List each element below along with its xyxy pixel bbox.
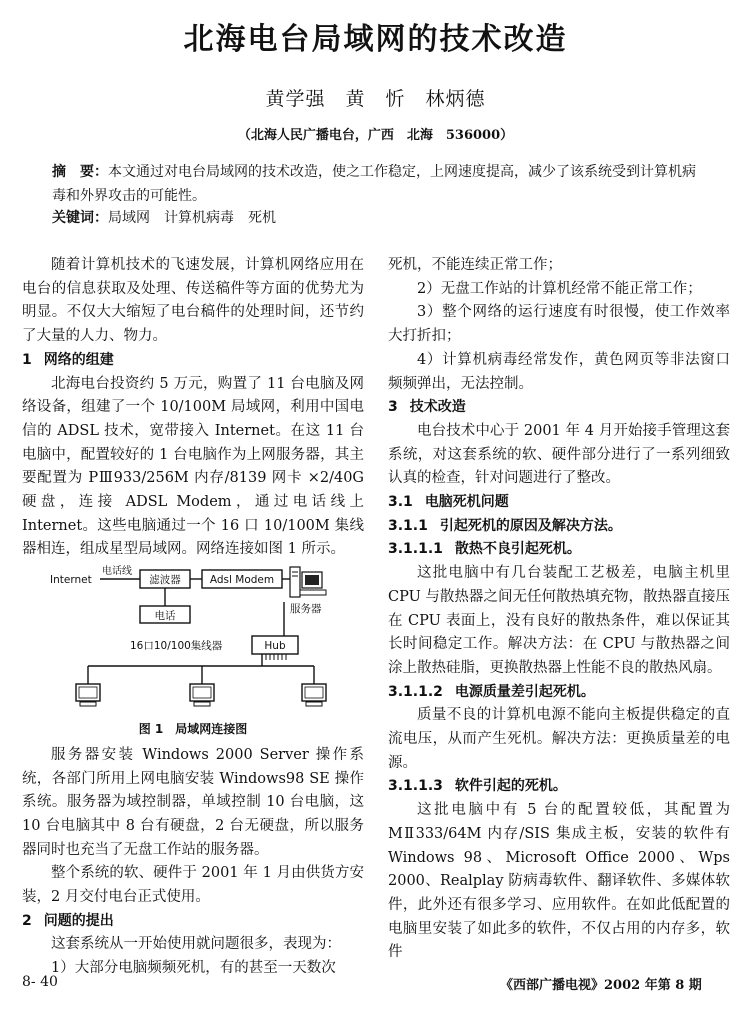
list-item: 3）整个网络的运行速度有时很慢，使工作效率大打折扣； <box>388 304 730 345</box>
section-title: 网络的组建 <box>43 351 114 368</box>
authors: 黄学强 黄 忻 林炳德 <box>265 88 486 110</box>
section-number: 3.1 <box>388 494 413 511</box>
section-heading-1 <box>22 349 364 373</box>
paragraph: 死机，不能连续正常工作； <box>388 257 562 273</box>
keywords-text: 局域网 计算机病毒 死机 <box>108 210 276 226</box>
abstract-text: 本文通过对电台局域网的技术改造，使之工作稳定，上网速度提高，减少了该系统受到计算机病毒和外界攻击的可能性。 <box>52 164 696 204</box>
section-title: 软件引起的死机。 <box>454 778 567 795</box>
paragraph: 这批电脑中有几台装配工艺极差，电脑主机里 CPU 与散热器之间无任何散热填充物，散热器直接压在 CPU 表面上，没有良好的散热条件，难以保证其长时间稳定工作。解决方法：在 CPU 与散热器之间涂上散热硅脂，更换散热器上性能不良的散热风扇。 <box>388 565 730 676</box>
phone-label: 电话 <box>154 610 176 623</box>
paragraph: 服务器安装 Windows 2000 Server 操作系统，各部门所用上网电脑安装 Windows98 SE 操作系统。服务器为域控制器，单域控制 10 台电脑，这 10 台电脑其中 8 台有硬盘，2 台无硬盘，所以服务器同时也充当了无盘工作站的服务器。 <box>22 746 364 858</box>
section-number: 3.1.1.2 <box>388 683 443 700</box>
hub-label: Hub <box>264 640 286 653</box>
server-label: 服务器 <box>290 603 322 616</box>
section-number: 3.1.1 <box>388 517 428 534</box>
paragraph: 质量不良的计算机电源不能向主板提供稳定的直流电压，从而产生死机。解决方法：更换质量差的电源。 <box>388 707 730 771</box>
abstract-label: 摘 要： <box>52 164 108 180</box>
page-number: 8- 40 <box>22 974 58 990</box>
right-column <box>388 254 730 965</box>
keywords <box>52 207 702 227</box>
phone-line-label: 电话线 <box>102 566 132 578</box>
network-diagram-svg <box>22 564 364 716</box>
section-heading-3 <box>388 396 730 420</box>
paragraph: 1）大部分电脑频频死机，有的甚至一天数次 <box>51 960 336 977</box>
paragraph: 北海电台投资约 5 万元，购置了 11 台电脑及网络设备，组建了一个 10/100M 局域网，利用中国电信的 ADSL 技术，宽带接入 Internet。在这 11 台电脑中，配置较好的 1 台电脑作为上网服务器，其主要配置为 PⅢ933/256M 内存/8139 网卡 ×2/40G 硬盘，连接 ADSL Modem，通过电话线上 Internet。这些电脑通过一个 16 口 10/100M 集线器相连，组成星型局域网。网络连接如图 1 所示。 <box>22 375 364 558</box>
section-number: 1 <box>22 351 32 368</box>
section-title: 问题的提出 <box>43 912 114 929</box>
list-item: 4）计算机病毒经常发作，黄色网页等非法窗口频频弹出，无法控制。 <box>388 351 730 392</box>
paragraph: 电台技术中心于 2001 年 4 月开始接手管理这套系统，对这套系统的软、硬件部分进行了一系列细致认真的检查，针对问题进行了整改。 <box>388 422 730 487</box>
journal-info: 《西部广播电视》2002 年第 8 期 <box>500 978 702 993</box>
abstract <box>52 160 702 208</box>
left-column <box>22 254 364 981</box>
section-number: 3 <box>388 399 398 416</box>
section-heading-3-1-1-2 <box>388 681 730 705</box>
section-number: 3.1.1.1 <box>388 541 443 558</box>
network-diagram <box>22 564 364 716</box>
hub-description-label: 16口10/100集线器 <box>130 640 223 653</box>
paragraph: 随着计算机技术的飞速发展，计算机网络应用在电台的信息获取及处理、传送稿件等方面的优势尤为明显。不仅大大缩短了电台稿件的处理时间，还节约了大量的人力、物力。 <box>22 257 364 345</box>
section-heading-3-1-1 <box>388 515 730 539</box>
article-title: 北海电台局域网的技术改造 <box>183 22 568 57</box>
client-computer-icon <box>190 684 214 706</box>
section-title: 散热不良引起死机。 <box>454 541 581 558</box>
internet-label: Internet <box>50 574 92 587</box>
modem-label: Adsl Modem <box>209 574 275 587</box>
section-heading-2 <box>22 910 364 934</box>
section-title: 电源质量差引起死机。 <box>454 683 595 700</box>
server-computer-icon <box>290 567 326 597</box>
section-title: 引起死机的原因及解决方法。 <box>439 517 622 534</box>
paragraph: 整个系统的软、硬件于 2001 年 1 月由供货方安装，2 月交付电台正式使用。 <box>22 865 364 906</box>
paragraph: 这批电脑中有 5 台的配置较低，其配置为 MⅡ333/64M 内存/SIS 集成主板，安装的软件有 Windows 98、Microsoft Office 2000、Wps 2000、Realplay 防病毒软件、翻译软件、多媒体软件，此外还有很多学习、应用软件。在如此低配置的电脑里安装了如此多的软件，不仅占用的内存多，软件 <box>388 802 730 961</box>
paragraph: 这套系统从一开始使用就问题很多，表现为： <box>51 936 341 953</box>
client-computer-icon <box>302 684 326 706</box>
filter-label: 滤波器 <box>149 574 181 587</box>
section-heading-3-1-1-3 <box>388 775 730 799</box>
section-title: 技术改造 <box>409 399 466 416</box>
keywords-label: 关键词： <box>52 210 108 226</box>
affiliation: （北海人民广播电台，广西 北海 536000） <box>237 128 514 143</box>
section-heading-3-1-1-1 <box>388 538 730 562</box>
section-title: 电脑死机问题 <box>424 494 509 511</box>
figure-caption: 图 1 局域网连接图 <box>138 722 248 737</box>
section-heading-3-1 <box>388 491 730 515</box>
section-number: 2 <box>22 912 32 929</box>
client-computer-icon <box>76 684 100 706</box>
list-item: 2）无盘工作站的计算机经常不能正常工作； <box>417 280 702 297</box>
section-number: 3.1.1.3 <box>388 778 443 795</box>
